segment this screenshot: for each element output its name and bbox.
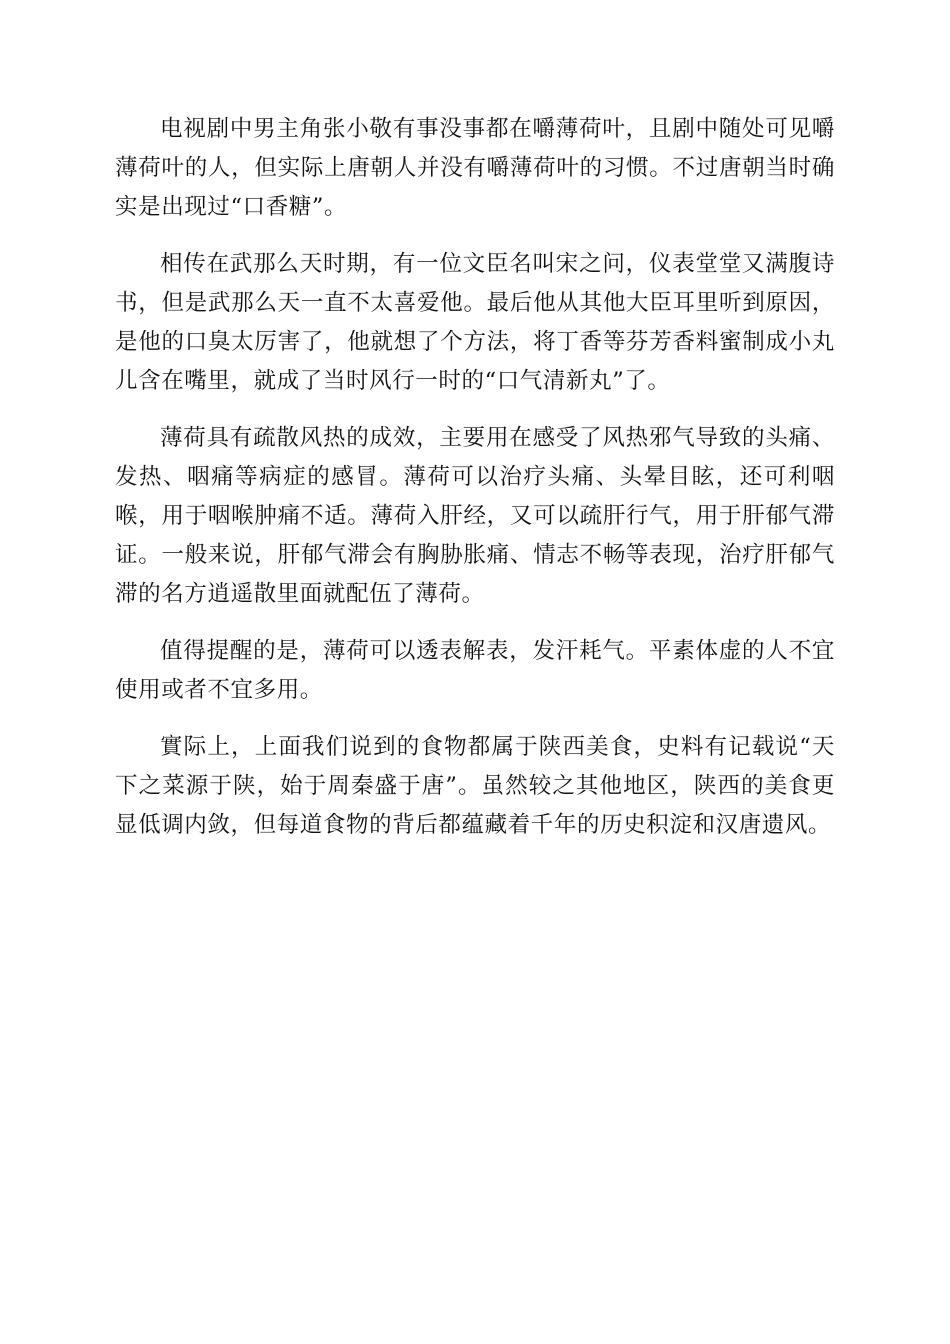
paragraph-mint-chewing: 电视剧中男主角张小敬有事没事都在嚼薄荷叶，且剧中随处可见嚼薄荷叶的人，但实际上唐朝人并没有嚼薄荷叶的习惯。不过唐朝当时确实是出现过“口香糖”。 <box>115 116 835 220</box>
paragraph-mint-efficacy: 薄荷具有疏散风热的成效，主要用在感受了风热邪气导致的头痛、发热、咽痛等病症的感冒。薄荷可以治疗头痛、头晕目眩，还可利咽喉，用于咽喉肿痛不适。薄荷入肝经，又可以疏肝行气，用于肝郁气滞证。一般来说，肝郁气滞会有胸胁胀痛、情志不畅等表现，治疗肝郁气滞的名方逍遥散里面就配伍了薄荷。 <box>115 425 835 607</box>
paragraph-caution: 值得提醒的是，薄荷可以透表解表，发汗耗气。平素体虚的人不宜使用或者不宜多用。 <box>115 638 835 703</box>
paragraph-shaanxi-cuisine: 實际上，上面我们说到的食物都属于陕西美食，史料有记载说“天下之菜源于陕，始于周秦盛于唐”。虽然较之其他地区，陕西的美食更显低调内敛，但每道食物的背后都蕴藏着千年的历史积淀和汉唐遗风。 <box>115 734 835 838</box>
document-body <box>115 110 835 863</box>
paragraph-breath-pill: 相传在武那么天时期，有一位文臣名叫宋之问，仪表堂堂又满腹诗书，但是武那么天一直不太喜爱他。最后他从其他大臣耳里听到原因，是他的口臭太厉害了，他就想了个方法，将丁香等芬芳香料蜜制成小丸儿含在嘴里，就成了当时风行一时的“口气清新丸”了。 <box>115 251 835 394</box>
